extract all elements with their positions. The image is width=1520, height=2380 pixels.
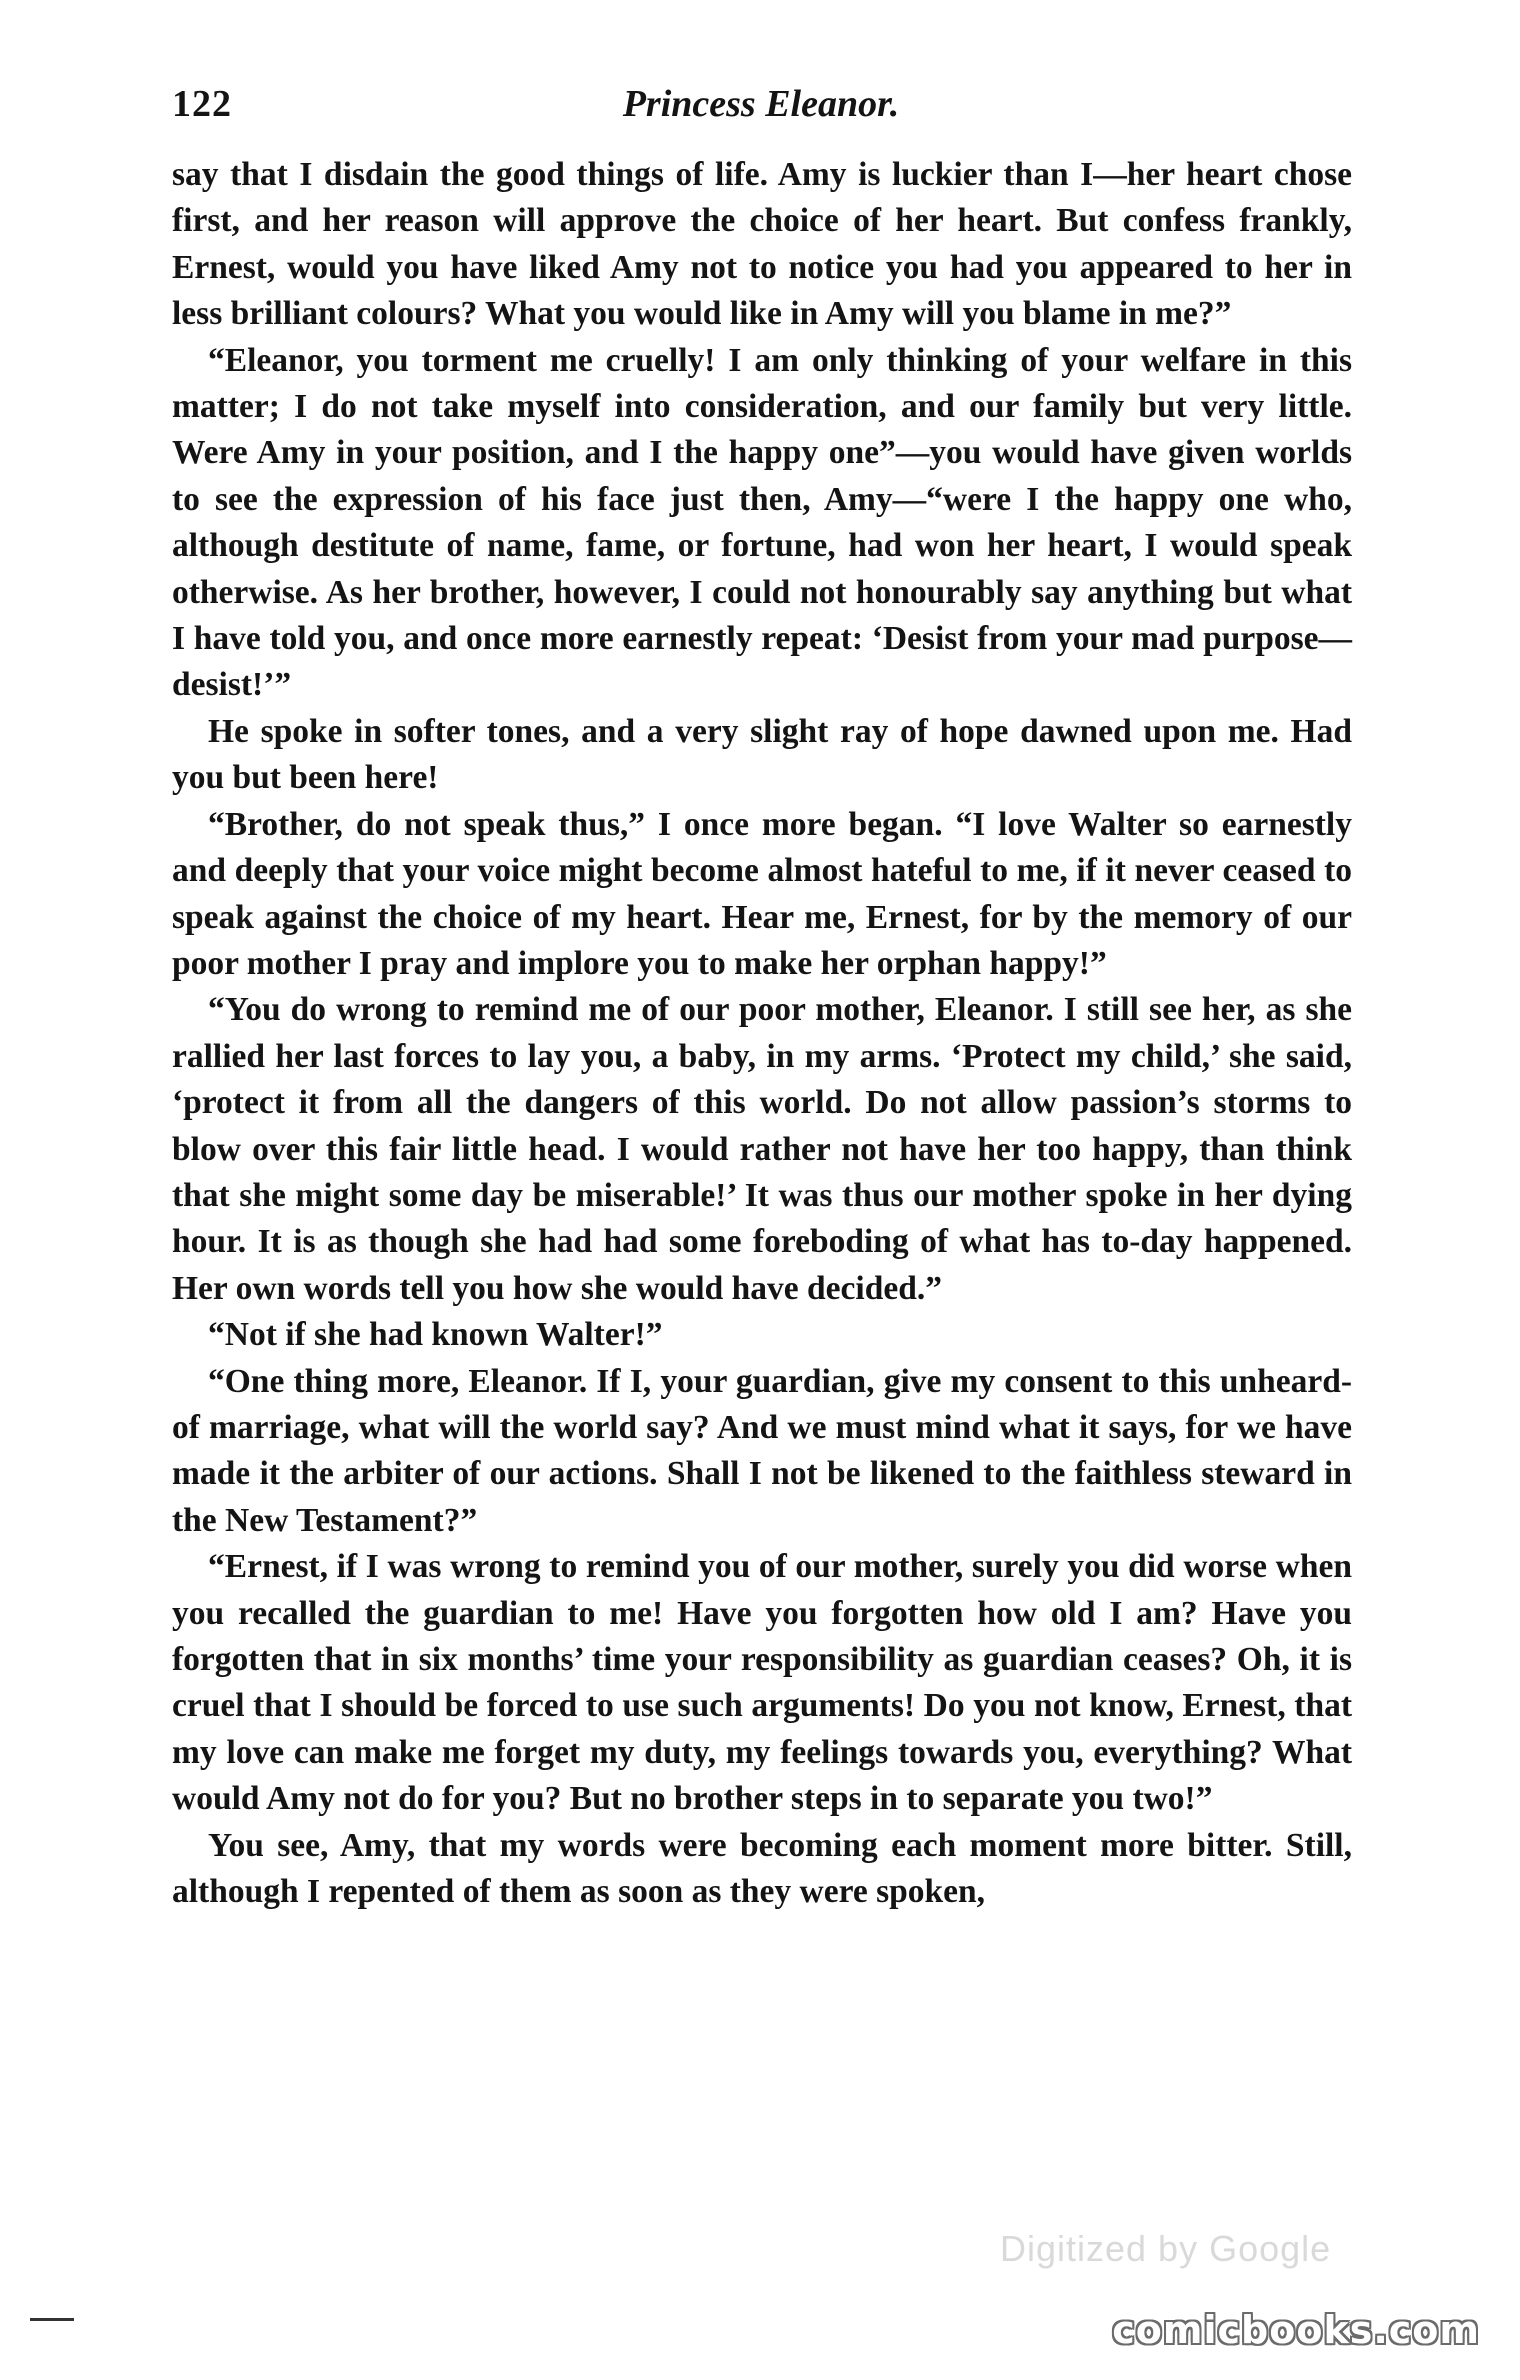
page-number: 122 <box>172 83 232 125</box>
paragraph: “One thing more, Eleanor. If I, your guardian, give my consent to this unheard-of marriage, what will the world say? And we must mind what it says, for we have made it the arbiter of our actions. Shall I not be likened to the faithless steward in the New Testament?” <box>172 1362 1352 1539</box>
paragraph: “Eleanor, you torment me cruelly! I am only thinking of your welfare in this matter; I do not take myself into consideration, and our family but very little. Were Amy in your position, and I the happy one”—you would have given worlds to see the expression of his face just then, Amy—“were I the happy one who, although destitute of name, fame, or fortune, had won her heart, I would speak otherwise. As her brother, however, I could not honourably say anything but what I have told you, and once more earnestly repeat: ‘Desist from your mad purpose—desist!’” <box>172 341 1352 704</box>
google-watermark: Digitized by Google <box>1000 2228 1332 2269</box>
paragraph: He spoke in softer tones, and a very slight ray of hope dawned upon me. Had you but been here! <box>172 712 1352 797</box>
paragraph: “Not if she had known Walter!” <box>208 1316 663 1354</box>
site-watermark: comicbooks.com <box>1112 2308 1480 2352</box>
paragraph: “You do wrong to remind me of our poor mother, Eleanor. I still see her, as she rallied her last forces to lay you, a baby, in my arms. ‘Protect my child,’ she said, ‘protect it from all the dangers of this world. Do not allow passion’s storms to blow over this fair little head. I would rather not have her too happy, than think that she might some day be miserable!’ It was thus our mother spoke in her dying hour. It is as though she had had some foreboding of what has to-day happened. Her own words tell you how she would have decided.” <box>172 991 1352 1307</box>
paragraph: “Brother, do not speak thus,” I once more began. “I love Walter so earnestly and deeply that your voice might become almost hateful to me, if it never ceased to speak against the choice of my heart. Hear me, Ernest, for by the memory of our poor mother I pray and implore you to make her orphan happy!” <box>172 805 1352 982</box>
page-header <box>172 82 1350 142</box>
paragraph: say that I disdain the good things of life. Amy is luckier than I—her heart chose first, and her reason will approve the choice of her heart. But confess frankly, Ernest, would you have liked Amy not to notice you had you appeared to her in less brilliant colours? What you would like in Amy will you blame in me?” <box>172 156 1352 333</box>
running-title: Princess Eleanor. <box>622 83 900 125</box>
body-text <box>172 152 1352 1915</box>
paragraph: You see, Amy, that my words were becoming each moment more bitter. Still, although I repented of them as soon as they were spoken, <box>172 1826 1352 1911</box>
paragraph: “Ernest, if I was wrong to remind you of our mother, surely you did worse when you recalled the guardian to me! Have you forgotten how old I am? Have you forgotten that in six months’ time your responsibility as guardian ceases? Oh, it is cruel that I should be forced to use such arguments! Do you not know, Ernest, that my love can make me forget my duty, my feelings towards you, everything? What would Amy not do for you? But no brother steps in to separate you two!” <box>172 1548 1352 1818</box>
margin-mark <box>30 2318 74 2321</box>
